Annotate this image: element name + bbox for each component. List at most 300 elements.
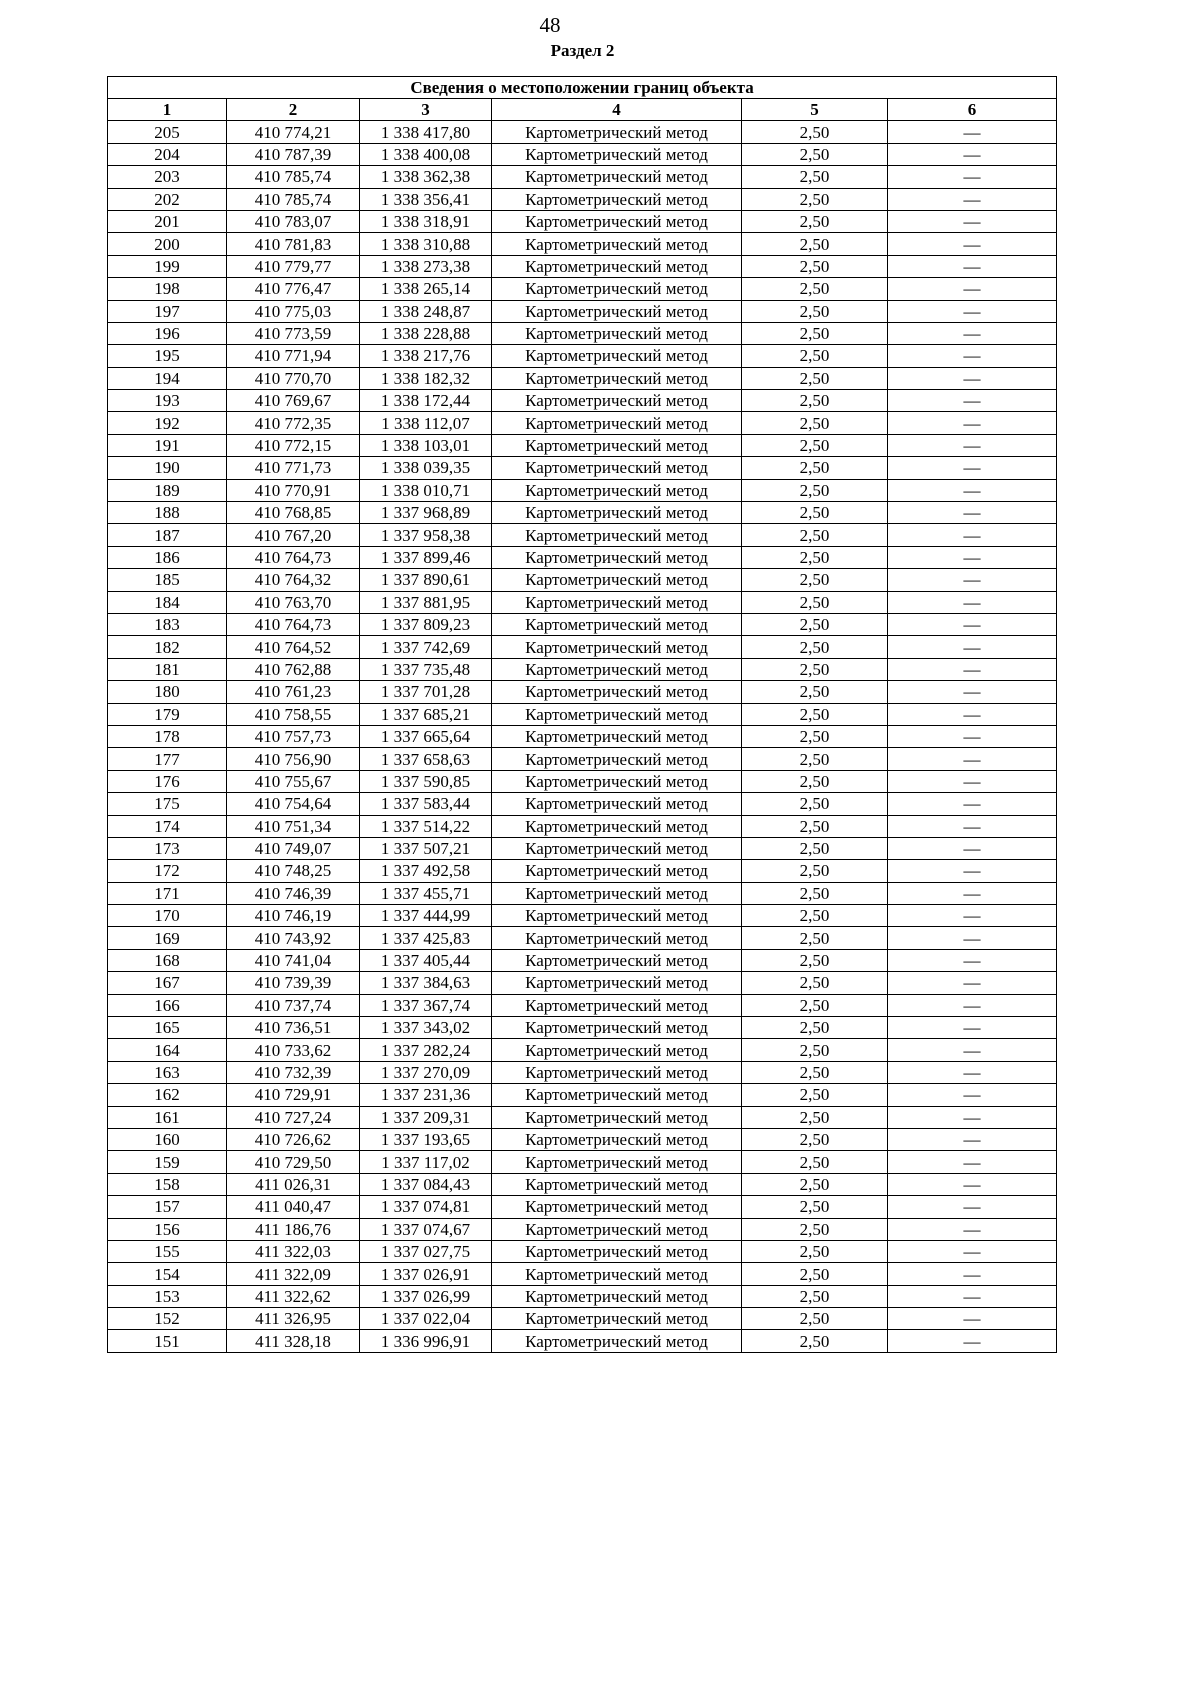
- description-cell: —: [888, 390, 1057, 412]
- table-row: [108, 927, 1057, 949]
- table-row: [108, 725, 1057, 747]
- point-number-cell: 198: [108, 278, 227, 300]
- accuracy-cell: 2,50: [742, 1308, 888, 1330]
- description-cell: —: [888, 479, 1057, 501]
- method-cell: Картометрический метод: [492, 905, 742, 927]
- method-cell: Картометрический метод: [492, 1106, 742, 1128]
- y-coordinate-cell: 1 337 665,64: [360, 725, 492, 747]
- column-header-6: 6: [888, 99, 1057, 121]
- point-number-cell: 164: [108, 1039, 227, 1061]
- y-coordinate-cell: 1 338 417,80: [360, 121, 492, 143]
- accuracy-cell: 2,50: [742, 994, 888, 1016]
- method-cell: Картометрический метод: [492, 121, 742, 143]
- method-cell: Картометрический метод: [492, 591, 742, 613]
- accuracy-cell: 2,50: [742, 278, 888, 300]
- y-coordinate-cell: 1 337 455,71: [360, 882, 492, 904]
- method-cell: Картометрический метод: [492, 748, 742, 770]
- method-cell: Картометрический метод: [492, 278, 742, 300]
- method-cell: Картометрический метод: [492, 188, 742, 210]
- page-number: 48: [539, 13, 561, 37]
- point-number-cell: 157: [108, 1196, 227, 1218]
- description-cell: —: [888, 1263, 1057, 1285]
- description-cell: —: [888, 300, 1057, 322]
- y-coordinate-cell: 1 338 310,88: [360, 233, 492, 255]
- x-coordinate-cell: 410 741,04: [227, 949, 360, 971]
- method-cell: Картометрический метод: [492, 233, 742, 255]
- table-row: [108, 546, 1057, 568]
- x-coordinate-cell: 410 733,62: [227, 1039, 360, 1061]
- table-row: [108, 278, 1057, 300]
- method-cell: Картометрический метод: [492, 412, 742, 434]
- description-cell: —: [888, 457, 1057, 479]
- accuracy-cell: 2,50: [742, 681, 888, 703]
- table-row: [108, 636, 1057, 658]
- description-cell: —: [888, 546, 1057, 568]
- point-number-cell: 167: [108, 972, 227, 994]
- accuracy-cell: 2,50: [742, 166, 888, 188]
- description-cell: —: [888, 278, 1057, 300]
- x-coordinate-cell: 410 764,32: [227, 569, 360, 591]
- point-number-cell: 155: [108, 1240, 227, 1262]
- x-coordinate-cell: 410 770,91: [227, 479, 360, 501]
- point-number-cell: 153: [108, 1285, 227, 1307]
- x-coordinate-cell: 410 772,35: [227, 412, 360, 434]
- method-cell: Картометрический метод: [492, 390, 742, 412]
- x-coordinate-cell: 410 770,70: [227, 367, 360, 389]
- method-cell: Картометрический метод: [492, 1263, 742, 1285]
- method-cell: Картометрический метод: [492, 725, 742, 747]
- x-coordinate-cell: 410 776,47: [227, 278, 360, 300]
- description-cell: —: [888, 927, 1057, 949]
- table-row: [108, 658, 1057, 680]
- accuracy-cell: 2,50: [742, 1039, 888, 1061]
- y-coordinate-cell: 1 337 685,21: [360, 703, 492, 725]
- point-number-cell: 189: [108, 479, 227, 501]
- x-coordinate-cell: 411 322,03: [227, 1240, 360, 1262]
- accuracy-cell: 2,50: [742, 1218, 888, 1240]
- table-title-row: [108, 77, 1057, 99]
- y-coordinate-cell: 1 338 112,07: [360, 412, 492, 434]
- column-header-2: 2: [227, 99, 360, 121]
- table-row: [108, 143, 1057, 165]
- description-cell: —: [888, 591, 1057, 613]
- x-coordinate-cell: 410 762,88: [227, 658, 360, 680]
- accuracy-cell: 2,50: [742, 390, 888, 412]
- table-row: [108, 681, 1057, 703]
- description-cell: —: [888, 1173, 1057, 1195]
- accuracy-cell: 2,50: [742, 569, 888, 591]
- point-number-cell: 152: [108, 1308, 227, 1330]
- description-cell: —: [888, 1061, 1057, 1083]
- description-cell: —: [888, 1330, 1057, 1352]
- x-coordinate-cell: 410 751,34: [227, 815, 360, 837]
- method-cell: Картометрический метод: [492, 1084, 742, 1106]
- accuracy-cell: 2,50: [742, 1061, 888, 1083]
- method-cell: Картометрический метод: [492, 1285, 742, 1307]
- x-coordinate-cell: 410 755,67: [227, 770, 360, 792]
- table-row: [108, 121, 1057, 143]
- table-row: [108, 1084, 1057, 1106]
- y-coordinate-cell: 1 337 809,23: [360, 613, 492, 635]
- y-coordinate-cell: 1 338 039,35: [360, 457, 492, 479]
- method-cell: Картометрический метод: [492, 927, 742, 949]
- table-row: [108, 1128, 1057, 1150]
- description-cell: —: [888, 949, 1057, 971]
- point-number-cell: 202: [108, 188, 227, 210]
- accuracy-cell: 2,50: [742, 591, 888, 613]
- y-coordinate-cell: 1 337 444,99: [360, 905, 492, 927]
- table-row: [108, 1196, 1057, 1218]
- y-coordinate-cell: 1 338 217,76: [360, 345, 492, 367]
- accuracy-cell: 2,50: [742, 636, 888, 658]
- method-cell: Картометрический метод: [492, 345, 742, 367]
- description-cell: —: [888, 166, 1057, 188]
- accuracy-cell: 2,50: [742, 725, 888, 747]
- accuracy-cell: 2,50: [742, 322, 888, 344]
- x-coordinate-cell: 410 773,59: [227, 322, 360, 344]
- x-coordinate-cell: 410 769,67: [227, 390, 360, 412]
- table-row: [108, 1017, 1057, 1039]
- table-row: [108, 300, 1057, 322]
- y-coordinate-cell: 1 337 583,44: [360, 793, 492, 815]
- description-cell: —: [888, 412, 1057, 434]
- table-row: [108, 390, 1057, 412]
- table-row: [108, 591, 1057, 613]
- method-cell: Картометрический метод: [492, 681, 742, 703]
- y-coordinate-cell: 1 336 996,91: [360, 1330, 492, 1352]
- y-coordinate-cell: 1 337 027,75: [360, 1240, 492, 1262]
- description-cell: —: [888, 569, 1057, 591]
- point-number-cell: 180: [108, 681, 227, 703]
- point-number-cell: 190: [108, 457, 227, 479]
- table-row: [108, 502, 1057, 524]
- method-cell: Картометрический метод: [492, 1017, 742, 1039]
- point-number-cell: 172: [108, 860, 227, 882]
- point-number-cell: 183: [108, 613, 227, 635]
- table-row: [108, 345, 1057, 367]
- description-cell: —: [888, 636, 1057, 658]
- description-cell: —: [888, 972, 1057, 994]
- point-number-cell: 154: [108, 1263, 227, 1285]
- x-coordinate-cell: 410 729,91: [227, 1084, 360, 1106]
- point-number-cell: 175: [108, 793, 227, 815]
- x-coordinate-cell: 410 768,85: [227, 502, 360, 524]
- accuracy-cell: 2,50: [742, 1017, 888, 1039]
- table-row: [108, 255, 1057, 277]
- accuracy-cell: 2,50: [742, 1285, 888, 1307]
- point-number-cell: 195: [108, 345, 227, 367]
- y-coordinate-cell: 1 338 356,41: [360, 188, 492, 210]
- table-row: [108, 524, 1057, 546]
- description-cell: —: [888, 121, 1057, 143]
- x-coordinate-cell: 410 771,94: [227, 345, 360, 367]
- accuracy-cell: 2,50: [742, 457, 888, 479]
- point-number-cell: 187: [108, 524, 227, 546]
- description-cell: —: [888, 143, 1057, 165]
- x-coordinate-cell: 410 737,74: [227, 994, 360, 1016]
- table-row: [108, 1039, 1057, 1061]
- point-number-cell: 166: [108, 994, 227, 1016]
- x-coordinate-cell: 410 767,20: [227, 524, 360, 546]
- method-cell: Картометрический метод: [492, 793, 742, 815]
- x-coordinate-cell: 410 764,52: [227, 636, 360, 658]
- description-cell: —: [888, 1017, 1057, 1039]
- table-row: [108, 972, 1057, 994]
- accuracy-cell: 2,50: [742, 1084, 888, 1106]
- accuracy-cell: 2,50: [742, 412, 888, 434]
- y-coordinate-cell: 1 338 182,32: [360, 367, 492, 389]
- description-cell: —: [888, 233, 1057, 255]
- description-cell: —: [888, 725, 1057, 747]
- point-number-cell: 200: [108, 233, 227, 255]
- method-cell: Картометрический метод: [492, 479, 742, 501]
- y-coordinate-cell: 1 338 265,14: [360, 278, 492, 300]
- y-coordinate-cell: 1 337 343,02: [360, 1017, 492, 1039]
- x-coordinate-cell: 410 772,15: [227, 434, 360, 456]
- accuracy-cell: 2,50: [742, 860, 888, 882]
- x-coordinate-cell: 410 764,73: [227, 613, 360, 635]
- accuracy-cell: 2,50: [742, 770, 888, 792]
- accuracy-cell: 2,50: [742, 1330, 888, 1352]
- method-cell: Картометрический метод: [492, 860, 742, 882]
- x-coordinate-cell: 410 727,24: [227, 1106, 360, 1128]
- description-cell: —: [888, 210, 1057, 232]
- method-cell: Картометрический метод: [492, 210, 742, 232]
- method-cell: Картометрический метод: [492, 569, 742, 591]
- x-coordinate-cell: 410 746,39: [227, 882, 360, 904]
- table-row: [108, 703, 1057, 725]
- column-header-3: 3: [360, 99, 492, 121]
- column-header-row: [108, 99, 1057, 121]
- table-row: [108, 1173, 1057, 1195]
- method-cell: Картометрический метод: [492, 1061, 742, 1083]
- accuracy-cell: 2,50: [742, 210, 888, 232]
- x-coordinate-cell: 410 783,07: [227, 210, 360, 232]
- description-cell: —: [888, 434, 1057, 456]
- description-cell: —: [888, 1240, 1057, 1262]
- point-number-cell: 179: [108, 703, 227, 725]
- accuracy-cell: 2,50: [742, 1196, 888, 1218]
- point-number-cell: 161: [108, 1106, 227, 1128]
- point-number-cell: 176: [108, 770, 227, 792]
- table-row: [108, 322, 1057, 344]
- description-cell: —: [888, 703, 1057, 725]
- accuracy-cell: 2,50: [742, 949, 888, 971]
- point-number-cell: 191: [108, 434, 227, 456]
- table-row: [108, 1308, 1057, 1330]
- y-coordinate-cell: 1 337 968,89: [360, 502, 492, 524]
- method-cell: Картометрический метод: [492, 457, 742, 479]
- method-cell: Картометрический метод: [492, 300, 742, 322]
- point-number-cell: 196: [108, 322, 227, 344]
- point-number-cell: 184: [108, 591, 227, 613]
- description-cell: —: [888, 994, 1057, 1016]
- x-coordinate-cell: 410 736,51: [227, 1017, 360, 1039]
- description-cell: —: [888, 255, 1057, 277]
- point-number-cell: 182: [108, 636, 227, 658]
- point-number-cell: 204: [108, 143, 227, 165]
- point-number-cell: 199: [108, 255, 227, 277]
- x-coordinate-cell: 410 774,21: [227, 121, 360, 143]
- x-coordinate-cell: 411 040,47: [227, 1196, 360, 1218]
- method-cell: Картометрический метод: [492, 1039, 742, 1061]
- method-cell: Картометрический метод: [492, 1151, 742, 1173]
- table-row: [108, 210, 1057, 232]
- point-number-cell: 188: [108, 502, 227, 524]
- table-row: [108, 949, 1057, 971]
- method-cell: Картометрический метод: [492, 255, 742, 277]
- x-coordinate-cell: 410 756,90: [227, 748, 360, 770]
- method-cell: Картометрический метод: [492, 1240, 742, 1262]
- accuracy-cell: 2,50: [742, 1263, 888, 1285]
- column-header-1: 1: [108, 99, 227, 121]
- description-cell: —: [888, 613, 1057, 635]
- table-row: [108, 569, 1057, 591]
- accuracy-cell: 2,50: [742, 703, 888, 725]
- point-number-cell: 158: [108, 1173, 227, 1195]
- section-title: Раздел 2: [550, 41, 615, 60]
- accuracy-cell: 2,50: [742, 882, 888, 904]
- accuracy-cell: 2,50: [742, 121, 888, 143]
- table-row: [108, 748, 1057, 770]
- method-cell: Картометрический метод: [492, 502, 742, 524]
- y-coordinate-cell: 1 337 074,67: [360, 1218, 492, 1240]
- method-cell: Картометрический метод: [492, 1128, 742, 1150]
- y-coordinate-cell: 1 338 273,38: [360, 255, 492, 277]
- x-coordinate-cell: 410 785,74: [227, 188, 360, 210]
- accuracy-cell: 2,50: [742, 1151, 888, 1173]
- description-cell: —: [888, 860, 1057, 882]
- point-number-cell: 181: [108, 658, 227, 680]
- accuracy-cell: 2,50: [742, 815, 888, 837]
- accuracy-cell: 2,50: [742, 255, 888, 277]
- description-cell: —: [888, 1196, 1057, 1218]
- x-coordinate-cell: 410 732,39: [227, 1061, 360, 1083]
- method-cell: Картометрический метод: [492, 703, 742, 725]
- y-coordinate-cell: 1 337 658,63: [360, 748, 492, 770]
- y-coordinate-cell: 1 338 172,44: [360, 390, 492, 412]
- method-cell: Картометрический метод: [492, 1330, 742, 1352]
- table-row: [108, 479, 1057, 501]
- accuracy-cell: 2,50: [742, 748, 888, 770]
- table-row: [108, 1106, 1057, 1128]
- accuracy-cell: 2,50: [742, 658, 888, 680]
- y-coordinate-cell: 1 337 282,24: [360, 1039, 492, 1061]
- y-coordinate-cell: 1 337 881,95: [360, 591, 492, 613]
- x-coordinate-cell: 411 322,09: [227, 1263, 360, 1285]
- y-coordinate-cell: 1 338 103,01: [360, 434, 492, 456]
- description-cell: —: [888, 345, 1057, 367]
- accuracy-cell: 2,50: [742, 1240, 888, 1262]
- table-row: [108, 905, 1057, 927]
- point-number-cell: 163: [108, 1061, 227, 1083]
- accuracy-cell: 2,50: [742, 502, 888, 524]
- point-number-cell: 174: [108, 815, 227, 837]
- accuracy-cell: 2,50: [742, 837, 888, 859]
- point-number-cell: 201: [108, 210, 227, 232]
- x-coordinate-cell: 411 186,76: [227, 1218, 360, 1240]
- method-cell: Картометрический метод: [492, 322, 742, 344]
- x-coordinate-cell: 410 749,07: [227, 837, 360, 859]
- description-cell: —: [888, 658, 1057, 680]
- method-cell: Картометрический метод: [492, 546, 742, 568]
- method-cell: Картометрический метод: [492, 949, 742, 971]
- y-coordinate-cell: 1 338 318,91: [360, 210, 492, 232]
- x-coordinate-cell: 410 743,92: [227, 927, 360, 949]
- point-number-cell: 178: [108, 725, 227, 747]
- accuracy-cell: 2,50: [742, 927, 888, 949]
- point-number-cell: 193: [108, 390, 227, 412]
- description-cell: —: [888, 815, 1057, 837]
- x-coordinate-cell: 410 748,25: [227, 860, 360, 882]
- table-row: [108, 457, 1057, 479]
- y-coordinate-cell: 1 338 228,88: [360, 322, 492, 344]
- description-cell: —: [888, 524, 1057, 546]
- point-number-cell: 156: [108, 1218, 227, 1240]
- method-cell: Картометрический метод: [492, 1173, 742, 1195]
- y-coordinate-cell: 1 337 405,44: [360, 949, 492, 971]
- y-coordinate-cell: 1 337 209,31: [360, 1106, 492, 1128]
- method-cell: Картометрический метод: [492, 658, 742, 680]
- x-coordinate-cell: 410 746,19: [227, 905, 360, 927]
- point-number-cell: 203: [108, 166, 227, 188]
- description-cell: —: [888, 367, 1057, 389]
- point-number-cell: 173: [108, 837, 227, 859]
- accuracy-cell: 2,50: [742, 188, 888, 210]
- table-row: [108, 1218, 1057, 1240]
- table-row: [108, 166, 1057, 188]
- method-cell: Картометрический метод: [492, 815, 742, 837]
- y-coordinate-cell: 1 337 958,38: [360, 524, 492, 546]
- y-coordinate-cell: 1 337 742,69: [360, 636, 492, 658]
- accuracy-cell: 2,50: [742, 613, 888, 635]
- point-number-cell: 169: [108, 927, 227, 949]
- x-coordinate-cell: 411 026,31: [227, 1173, 360, 1195]
- description-cell: —: [888, 188, 1057, 210]
- x-coordinate-cell: 410 761,23: [227, 681, 360, 703]
- description-cell: —: [888, 1084, 1057, 1106]
- x-coordinate-cell: 410 763,70: [227, 591, 360, 613]
- table-row: [108, 1151, 1057, 1173]
- description-cell: —: [888, 1308, 1057, 1330]
- description-cell: —: [888, 502, 1057, 524]
- y-coordinate-cell: 1 337 193,65: [360, 1128, 492, 1150]
- y-coordinate-cell: 1 337 899,46: [360, 546, 492, 568]
- x-coordinate-cell: 410 739,39: [227, 972, 360, 994]
- accuracy-cell: 2,50: [742, 793, 888, 815]
- x-coordinate-cell: 411 322,62: [227, 1285, 360, 1307]
- x-coordinate-cell: 410 726,62: [227, 1128, 360, 1150]
- y-coordinate-cell: 1 337 117,02: [360, 1151, 492, 1173]
- accuracy-cell: 2,50: [742, 524, 888, 546]
- description-cell: —: [888, 322, 1057, 344]
- method-cell: Картометрический метод: [492, 524, 742, 546]
- method-cell: Картометрический метод: [492, 770, 742, 792]
- y-coordinate-cell: 1 337 735,48: [360, 658, 492, 680]
- table-row: [108, 815, 1057, 837]
- table-body: [108, 121, 1057, 1352]
- x-coordinate-cell: 410 781,83: [227, 233, 360, 255]
- accuracy-cell: 2,50: [742, 1173, 888, 1195]
- x-coordinate-cell: 410 758,55: [227, 703, 360, 725]
- table-row: [108, 613, 1057, 635]
- table-row: [108, 188, 1057, 210]
- description-cell: —: [888, 748, 1057, 770]
- table-row: [108, 837, 1057, 859]
- y-coordinate-cell: 1 337 022,04: [360, 1308, 492, 1330]
- table-row: [108, 793, 1057, 815]
- y-coordinate-cell: 1 337 384,63: [360, 972, 492, 994]
